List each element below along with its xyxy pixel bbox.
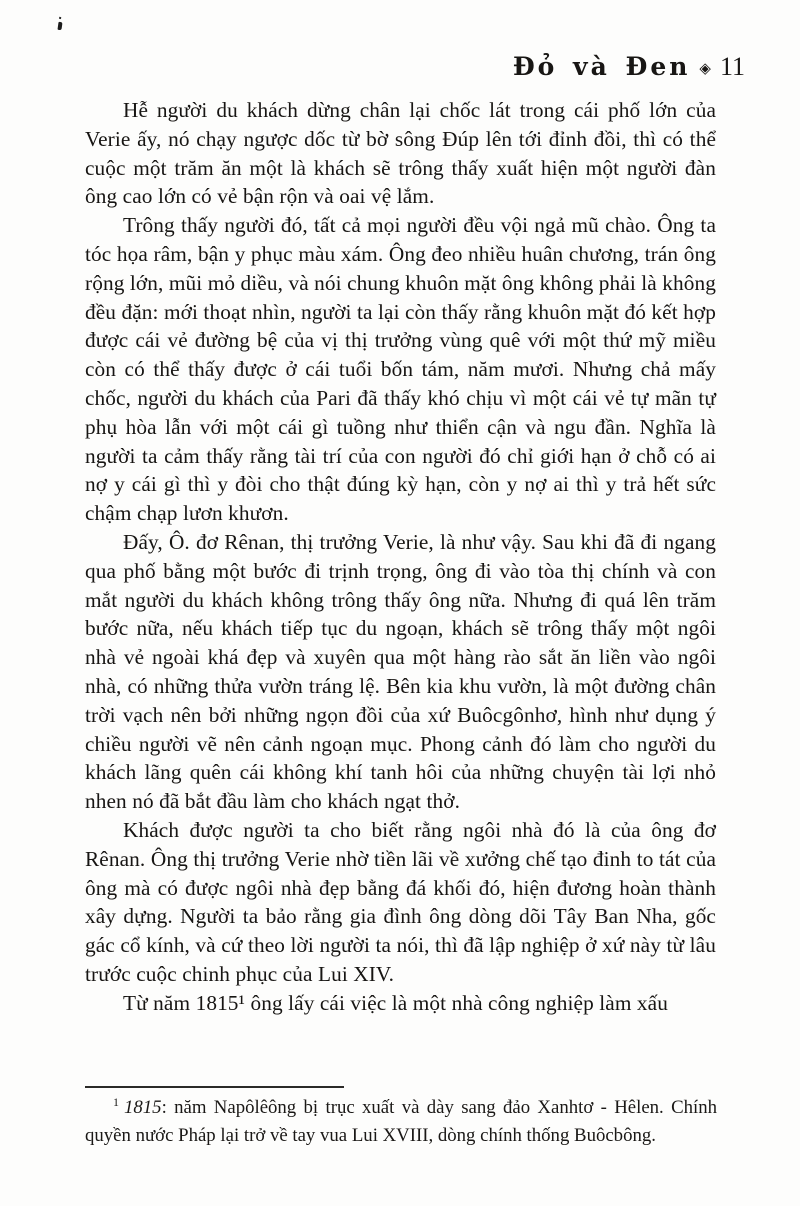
paragraph: Trông thấy người đó, tất cả mọi người đều vội ngả mũ chào. Ông ta tóc họa râm, bận y phục màu xám. Ông đeo nhiều huân chương, trán ông rộng lớn, mũi mỏ diều, và nói chung khuôn mặt ông không phải là không đều đặn: mới thoạt nhìn, người ta lại còn thấy rằng khuôn mặt đó kết hợp được cái vẻ đường bệ của vị thị trưởng vùng quê với một thứ mỹ miều còn có thể thấy được ở cái tuổi bốn tám, năm mươi. Nhưng chả mấy chốc, người du khách của Pari đã thấy khó chịu vì một cái vẻ tự mãn tự phụ hòa lẫn với một cái gì tuồng như thiển cận và ngu đần. Nghĩa là người ta cảm thấy rằng tài trí của con người đó chỉ giới hạn ở chỗ có ai nợ y cái gì thì y đòi cho thật đúng kỳ hạn, còn y nợ ai thì y trả hết sức chậm chạp lươn khươn. [85, 213, 716, 526]
paragraph: Hễ người du khách dừng chân lại chốc lát trong cái phố lớn của Verie ấy, nó chạy ngược dốc từ bờ sông Đúp lên tới đỉnh đồi, thì có thể cuộc một trăm ăn một là khách sẽ trông thấy xuất hiện một người đàn ông cao lớn có vẻ bận rộn và oai vệ lắm. [85, 98, 716, 209]
scan-speck [57, 22, 62, 30]
paragraph: Từ năm 1815¹ ông lấy cái việc là một nhà công nghiệp làm xấu [123, 990, 668, 1015]
footnote-separator [85, 1086, 344, 1088]
body-text [85, 96, 716, 1018]
footnote-marker: 1 [113, 1094, 119, 1109]
footnote-term: 1815 [124, 1097, 162, 1118]
paragraph: Đấy, Ô. đơ Rênan, thị trưởng Verie, là như vậy. Sau khi đã đi ngang qua phố bằng một bước đi trịnh trọng, ông đi vào tòa thị chính và con mắt người du khách không trông thấy ông nữa. Nhưng đi quá lên trăm bước nữa, nếu khách tiếp tục du ngoạn, khách sẽ trông thấy một ngôi nhà vẻ ngoài khá đẹp và xuyên qua một hàng rào sắt ăn liền vào ngôi nhà, có những thửa vườn tráng lệ. Bên kia khu vườn, là một đường chân trời vạch nên bởi những ngọn đồi của xứ Buôcgônhơ, hình như dụng ý chiều người vẽ nên cảnh ngoạn mục. Phong cảnh đó làm cho người du khách lãng quên cái không khí tanh hôi của những chuyện tài lợi nhỏ nhen nó đã bắt đầu làm cho khách ngạt thở. [85, 529, 716, 814]
paragraph: Khách được người ta cho biết rằng ngôi nhà đó là của ông đơ Rênan. Ông thị trưởng Verie nhờ tiền lãi về xưởng chế tạo đinh to tát của ông mà có được ngôi nhà đẹp bằng đá khối đó, hiện đương hoàn thành xây dựng. Người ta bảo rằng gia đình ông dòng dõi Tây Ban Nha, gốc gác cổ kính, và cứ theo lời người ta nói, thì đã lập nghiệp ở xứ này từ lâu trước cuộc chinh phục của Lui XIV. [85, 817, 716, 986]
footnote [85, 1094, 717, 1149]
footnote-text [85, 1094, 717, 1149]
book-title: Đỏ và Đen [512, 52, 691, 81]
diamond-ornament-icon: ◈ [699, 61, 711, 77]
footnote-body: : năm Napôlêông bị trục xuất và dày sang đảo Xanhtơ - Hêlen. Chính quyền nước Pháp lại trở về tay vua Lui XVIII, dòng chính thống Buôcbông. [85, 1097, 717, 1146]
page-number: 11 [719, 52, 745, 81]
running-header [513, 52, 745, 82]
